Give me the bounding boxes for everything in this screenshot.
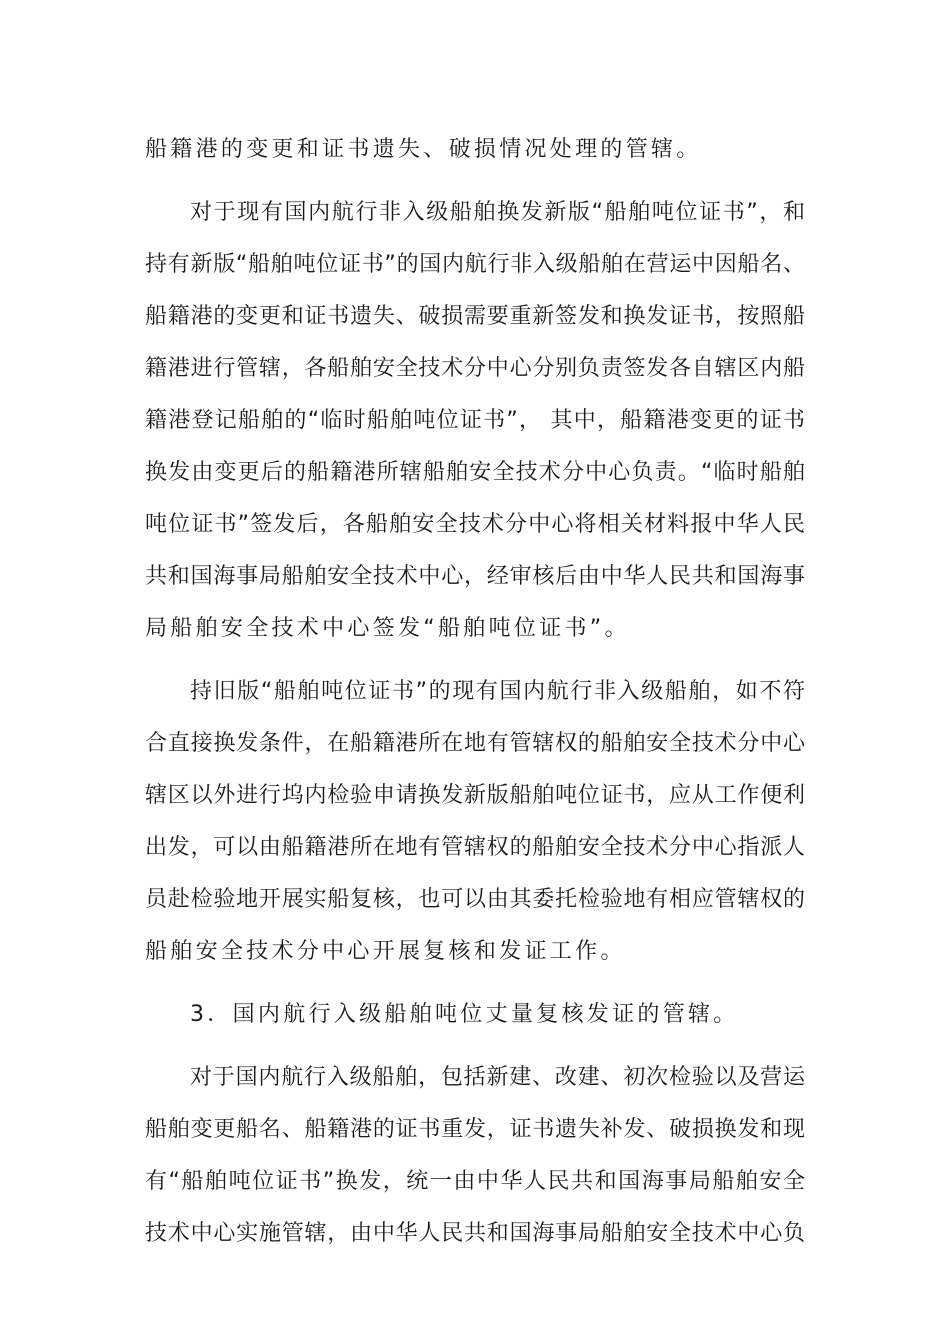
paragraph-line: 对于现有国内航行非入级船舶换发新版“船舶吨位证书”，和 xyxy=(190,200,805,225)
paragraph-line: 吨位证书”签发后，各船舶安全技术分中心将相关材料报中华人民 xyxy=(145,512,805,537)
paragraph-line: 合直接换发条件，在船籍港所在地有管辖权的船舶安全技术分中心 xyxy=(145,731,805,756)
paragraph-line: 船籍港的变更和证书遗失、破损需要重新签发和换发证书，按照船 xyxy=(145,304,805,329)
paragraph-line: 技术中心实施管辖，由中华人民共和国海事局船舶安全技术中心负 xyxy=(145,1221,805,1246)
paragraph-line: 船籍港的变更和证书遗失、破损情况处理的管辖。 xyxy=(145,137,702,162)
paragraph-line: 籍港登记船舶的“临时船舶吨位证书”， 其中，船籍港变更的证书 xyxy=(145,408,805,433)
paragraph-line: 换发由变更后的船籍港所辖船舶安全技术分中心负责。“临时船舶 xyxy=(145,460,805,485)
paragraph-line: 持旧版“船舶吨位证书”的现有国内航行非入级船舶，如不符 xyxy=(190,679,805,704)
paragraph-line: 船舶变更船名、船籍港的证书重发，证书遗失补发、破损换发和现 xyxy=(145,1117,805,1142)
paragraph-line: 籍港进行管辖，各船舶安全技术分中心分别负责签发各自辖区内船 xyxy=(145,356,805,381)
paragraph-line: 船舶安全技术分中心开展复核和发证工作。 xyxy=(145,939,626,964)
paragraph-line: 对于国内航行入级船舶，包括新建、改建、初次检验以及营运 xyxy=(190,1065,805,1090)
paragraph-line: 共和国海事局船舶安全技术中心，经审核后由中华人民共和国海事 xyxy=(145,564,805,589)
section-heading: 3．国内航行入级船舶吨位丈量复核发证的管辖。 xyxy=(190,1002,739,1027)
paragraph-line: 员赴检验地开展实船复核，也可以由其委托检验地有相应管辖权的 xyxy=(145,887,805,912)
paragraph-line: 出发，可以由船籍港所在地有管辖权的船舶安全技术分中心指派人 xyxy=(145,835,805,860)
paragraph-line: 有“船舶吨位证书”换发，统一由中华人民共和国海事局船舶安全 xyxy=(145,1169,805,1194)
paragraph-line: 局船舶安全技术中心签发“船舶吨位证书”。 xyxy=(145,616,630,641)
paragraph-line: 持有新版“船舶吨位证书”的国内航行非入级船舶在营运中因船名、 xyxy=(145,252,805,277)
paragraph-line: 辖区以外进行坞内检验申请换发新版船舶吨位证书，应从工作便利 xyxy=(145,783,805,808)
